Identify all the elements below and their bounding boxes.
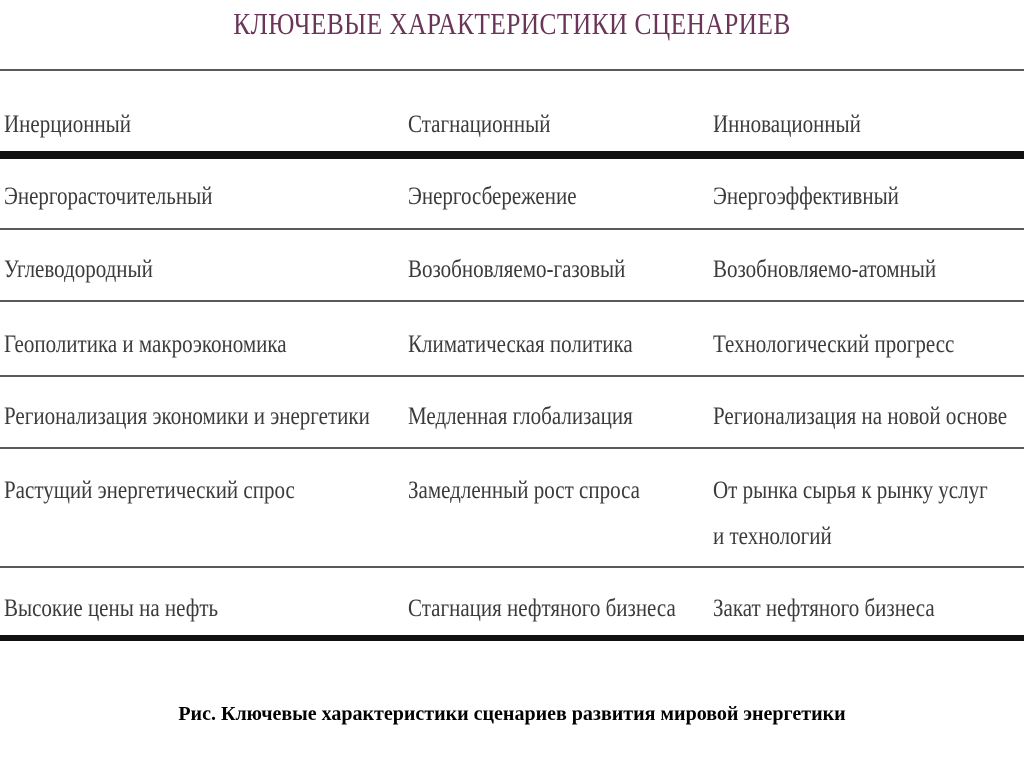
row-divider (0, 375, 1024, 377)
table-cell: Стагнация нефтяного бизнеса (408, 595, 676, 622)
table-cell: Климатическая политика (408, 331, 633, 358)
table-cell: Возобновляемо-газовый (408, 256, 626, 283)
table-cell: Регионализация на новой основе (713, 403, 1008, 430)
row-divider (0, 447, 1024, 449)
table-cell: Медленная глобализация (408, 403, 633, 430)
table-bottom-rule (0, 635, 1024, 641)
table-cell: Регионализация экономики и энергетики (4, 403, 370, 430)
table-cell: Энергоэффективный (713, 183, 899, 210)
figure-caption: Рис. Ключевые характеристики сценариев развития мировой энергетики (178, 703, 846, 725)
table-cell: Закат нефтяного бизнеса (713, 595, 935, 622)
row-divider (0, 566, 1024, 568)
table-cell: Энергосбережение (408, 183, 577, 210)
header-rule (0, 151, 1024, 159)
table-cell: Энергорасточительный (4, 183, 213, 210)
row-divider (0, 228, 1024, 230)
table-cell: Геополитика и макроэкономика (4, 331, 287, 358)
slide-title: КЛЮЧЕВЫЕ ХАРАКТЕРИСТИКИ СЦЕНАРИЕВ (233, 6, 791, 41)
table-cell: От рынка сырья к рынку услуг и технологий (713, 477, 988, 550)
table-cell: Растущий энергетический спрос (4, 477, 295, 504)
table-cell: Технологический прогресс (713, 331, 955, 358)
table-top-rule (0, 69, 1024, 71)
header-innovation: Инновационный (713, 111, 861, 138)
table-cell: Углеводородный (4, 256, 153, 283)
header-inertial: Инерционный (4, 111, 132, 138)
table-cell: Замедленный рост спроса (408, 477, 640, 504)
header-stagnation: Стагнационный (408, 111, 551, 138)
table-cell: Высокие цены на нефть (4, 595, 219, 622)
row-divider (0, 300, 1024, 302)
table-cell: Возобновляемо-атомный (713, 256, 937, 283)
